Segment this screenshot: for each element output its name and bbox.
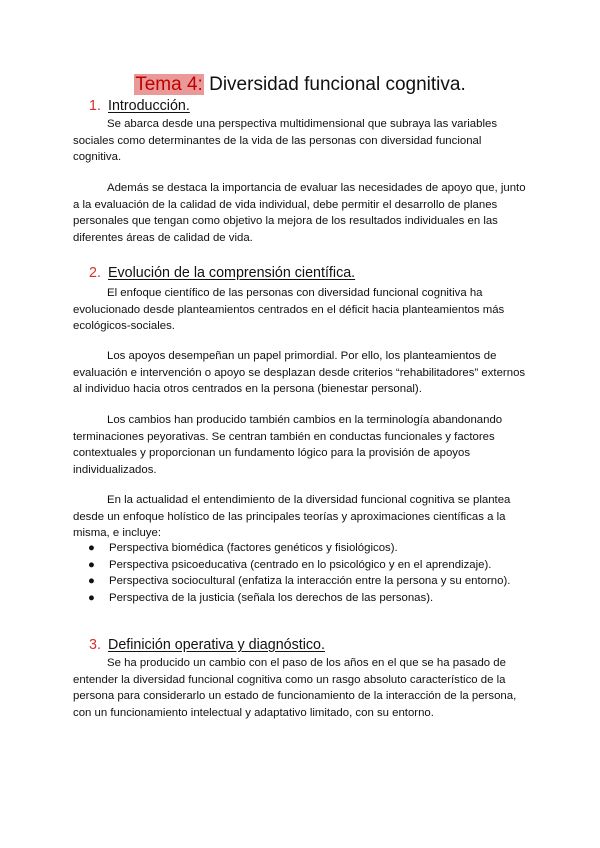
bullet-icon: ● [88, 575, 95, 588]
section-number: 1. [89, 98, 101, 114]
bullet-icon: ● [88, 591, 95, 604]
paragraph: Se abarca desde una perspectiva multidimensional que subraya las variables sociales como determinantes de la vida de las personas con diversidad funcional cognitiva. [73, 118, 498, 164]
page-title [0, 73, 600, 97]
paragraph: En la actualidad el entendimiento de la diversidad funcional cognitiva se plantea desde un enfoque holístico de las principales teorías y aproximaciones científicas a la misma, e incluye: [73, 494, 511, 540]
paragraph: Los apoyos desempeñan un papel primordial. Por ello, los planteamientos de evaluación e intervención o apoyo se desplazan desde criterios “rehabilitadores” externos al individuo hacia otros centrados en la persona (bienestar personal). [73, 350, 526, 396]
paragraph: Además se destaca la importancia de evaluar las necesidades de apoyo que, junto a la evaluación de la calidad de vida individual, debe permitir el desarrollo de planes personales que tengan como objetivo la mejora de los resultados individuales en las diferentes áreas de calidad de vida. [73, 182, 526, 244]
perspectives-list [73, 540, 528, 606]
list-item-text: Perspectiva biomédica (factores genéticos y fisiológicos). [109, 542, 398, 554]
list-item [73, 557, 528, 574]
section-number: 2. [89, 265, 101, 281]
list-item [73, 590, 528, 607]
list-item-text: Perspectiva sociocultural (enfatiza la interacción entre la persona y su entorno). [109, 575, 511, 588]
title-highlight [134, 74, 204, 95]
list-item-text: Perspectiva psicoeducativa (centrado en lo psicológico y en el aprendizaje). [109, 558, 492, 571]
list-item [73, 573, 528, 590]
list-item-text: Perspectiva de la justicia (señala los derechos de las personas). [109, 591, 434, 604]
bullet-icon: ● [88, 558, 95, 571]
section-heading-definicion [89, 636, 325, 654]
paragraph: Se ha producido un cambio con el paso de los años en el que se ha pasado de entender la diversidad funcional cognitiva como un rasgo absoluto característico de la persona para considerarlo un estado de funcionamiento de la interacción de la persona, con un funcionamiento intelectual y adaptativo limitado, con su entorno. [73, 657, 517, 719]
title-text: Diversidad funcional cognitiva. [203, 74, 466, 95]
list-item [73, 540, 528, 557]
section-number: 3. [89, 637, 101, 653]
paragraph: El enfoque científico de las personas con diversidad funcional cognitiva ha evolucionado desde planteamientos centrados en el déficit hacia planteamientos más ecológicos-sociales. [73, 287, 505, 333]
section-title: Evolución de la comprensión científica. [108, 265, 356, 281]
section-heading-evolucion [89, 264, 355, 282]
section-title: Definición operativa y diagnóstico. [108, 637, 325, 653]
section-title: Introducción. [108, 98, 190, 114]
bullet-icon: ● [88, 542, 95, 554]
section-heading-introduccion [89, 97, 190, 115]
paragraph: Los cambios han producido también cambios en la terminología abandonando terminaciones peyorativas. Se centran también en conductas funcionales y factores contextuales y proporcionan un fundamento lógico para la provisión de apoyos individualizados. [73, 414, 503, 476]
title-prefix: Tema 4: [135, 74, 203, 95]
